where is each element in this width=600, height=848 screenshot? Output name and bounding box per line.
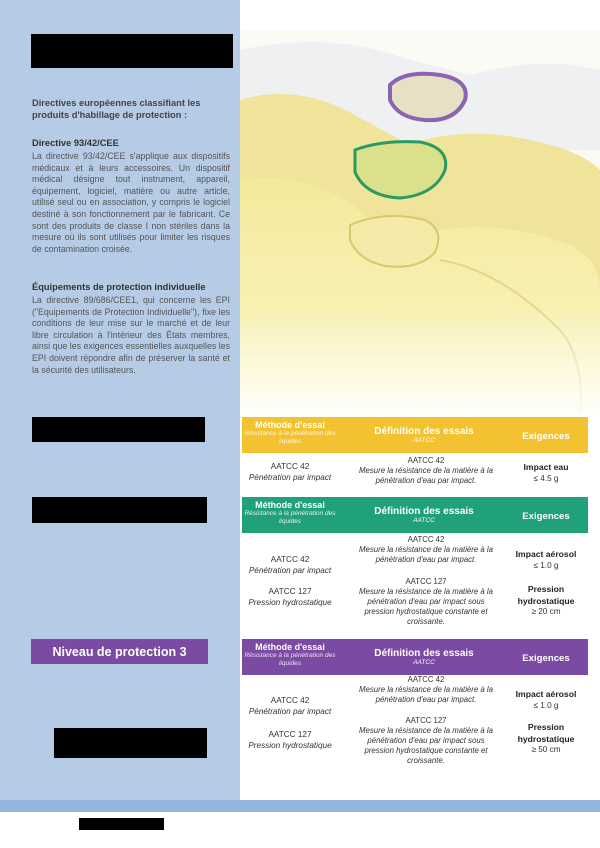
requirement-name: Impact aérosol [515,689,577,699]
requirement-value: ≥ 50 cm [531,745,561,754]
redacted-footer-text [79,818,164,830]
table-cell-requirement [504,584,588,618]
sidebar-title: Directives européennes classifiant les produits d'habillage de protection : [32,98,201,120]
definition-header: Définition des essais [374,648,474,659]
method-description: Pénétration par impact [248,565,332,575]
definition-subheader: AATCC [413,437,435,444]
method-subheader: Résistance à la pénétration des liquides [244,430,336,445]
redacted-title [31,34,233,68]
requirement-name: Pression hydrostatique [517,584,575,606]
method-subheader: Résistance à la pénétration des liquides [244,510,336,525]
definition-subheader: AATCC [413,659,435,666]
table-header [242,417,588,453]
method-code: AATCC 127 [268,730,312,739]
method-code: AATCC 42 [270,696,310,705]
protective-gowns-photo [240,30,600,415]
definition-code: AATCC 127 [405,716,447,725]
definition-header: Définition des essais [374,506,474,517]
requirement-value: ≤ 4.5 g [533,473,559,483]
definition-description: Mesure la résistance de la matière à la pénétration d'eau par impact. [359,685,493,704]
requirement-value: ≤ 1.0 g [533,700,559,710]
definition-subheader: AATCC [413,517,435,524]
redacted-level-1-label [32,417,205,442]
definition-code: AATCC 42 [407,456,445,465]
directive-text: La directive 93/42/CEE s'applique aux dispositifs médicaux et à leurs accessoires. Un dispositif médical désigne tout instrument, appareil, équipement, logiciel, matière ou autre article, utilisé seul ou en association, y compris le logiciel destiné à son fonctionnement par le fabricant. Ce sont des produits de classe I non stériles dans la mesure où ils sont utilisés pour limiter les risques de contamination croisée. [32,151,230,254]
epi-heading: Équipements de protection individuelle [32,282,206,292]
requirements-header: Exigences [522,511,570,522]
table-cell-requirement [504,722,588,756]
definition-code: AATCC 42 [407,535,445,544]
table-cell-method [242,555,338,576]
redacted-level-2-label [32,497,207,523]
requirement-name: Impact eau [523,462,569,472]
directive-heading: Directive 93/42/CEE [32,138,119,148]
table-cell-definition [352,716,500,766]
level-3-label: Niveau de protection 3 [31,639,208,664]
epi-text: La directive 89/686/CEE1, qui concerne les EPI ("Equipements de Protection Individuelle"), fixe les conditions de leur mise sur le marché et de leur libre circulation à l'intérieur des États membres, ainsi que les exigences essentielles auxquelles les EPI doivent répondre afin de préserver la santé et la sécurité des utilisateurs. [32,295,230,375]
footer-band [0,800,600,812]
table-cell-definition [352,456,500,486]
table-cell-requirement [504,689,588,711]
definition-code: AATCC 42 [407,675,445,684]
definition-description: Mesure la résistance de la matière à la pénétration d'eau par impact. [359,466,493,485]
redacted-level-4-label [54,728,207,758]
method-description: Pénétration par impact [248,472,332,482]
method-header: Méthode d'essai [255,420,325,430]
table-cell-definition [352,535,500,565]
requirement-name: Impact aérosol [515,549,577,559]
requirements-header: Exigences [522,653,570,664]
method-code: AATCC 127 [268,587,312,596]
table-cell-method [242,462,338,483]
requirements-header: Exigences [522,431,570,442]
method-subheader: Résistance à la pénétration des liquides [244,652,336,667]
table-cell-definition [352,577,500,627]
requirement-value: ≤ 1.0 g [533,560,559,570]
table-cell-requirement [504,462,588,484]
test-table-level-3 [242,639,588,777]
table-header [242,497,588,533]
table-cell-requirement [504,549,588,571]
table-header [242,639,588,675]
method-description: Pression hydrostatique [248,597,332,607]
table-cell-method [242,696,338,717]
definition-description: Mesure la résistance de la matière à la pénétration d'eau par impact. [359,545,493,564]
definition-header: Définition des essais [374,426,474,437]
requirement-value: ≥ 20 cm [531,607,561,616]
requirement-name: Pression hydrostatique [517,722,575,744]
definition-description: Mesure la résistance de la matière à la pénétration d'eau par impact sous pression hydrostatique constante et croissante. [359,587,493,626]
definition-description: Mesure la résistance de la matière à la pénétration d'eau par impact sous pression hydrostatique constante et croissante. [359,726,493,765]
table-cell-method [242,587,338,608]
method-header: Méthode d'essai [255,642,325,652]
method-description: Pénétration par impact [248,706,332,716]
test-table-level-1 [242,417,588,495]
method-header: Méthode d'essai [255,500,325,510]
table-cell-definition [352,675,500,705]
definition-code: AATCC 127 [405,577,447,586]
method-code: AATCC 42 [270,555,310,564]
method-description: Pression hydrostatique [248,740,332,750]
method-code: AATCC 42 [270,462,310,471]
table-cell-method [242,730,338,751]
gowns-illustration [240,30,600,415]
test-table-level-2 [242,497,588,635]
